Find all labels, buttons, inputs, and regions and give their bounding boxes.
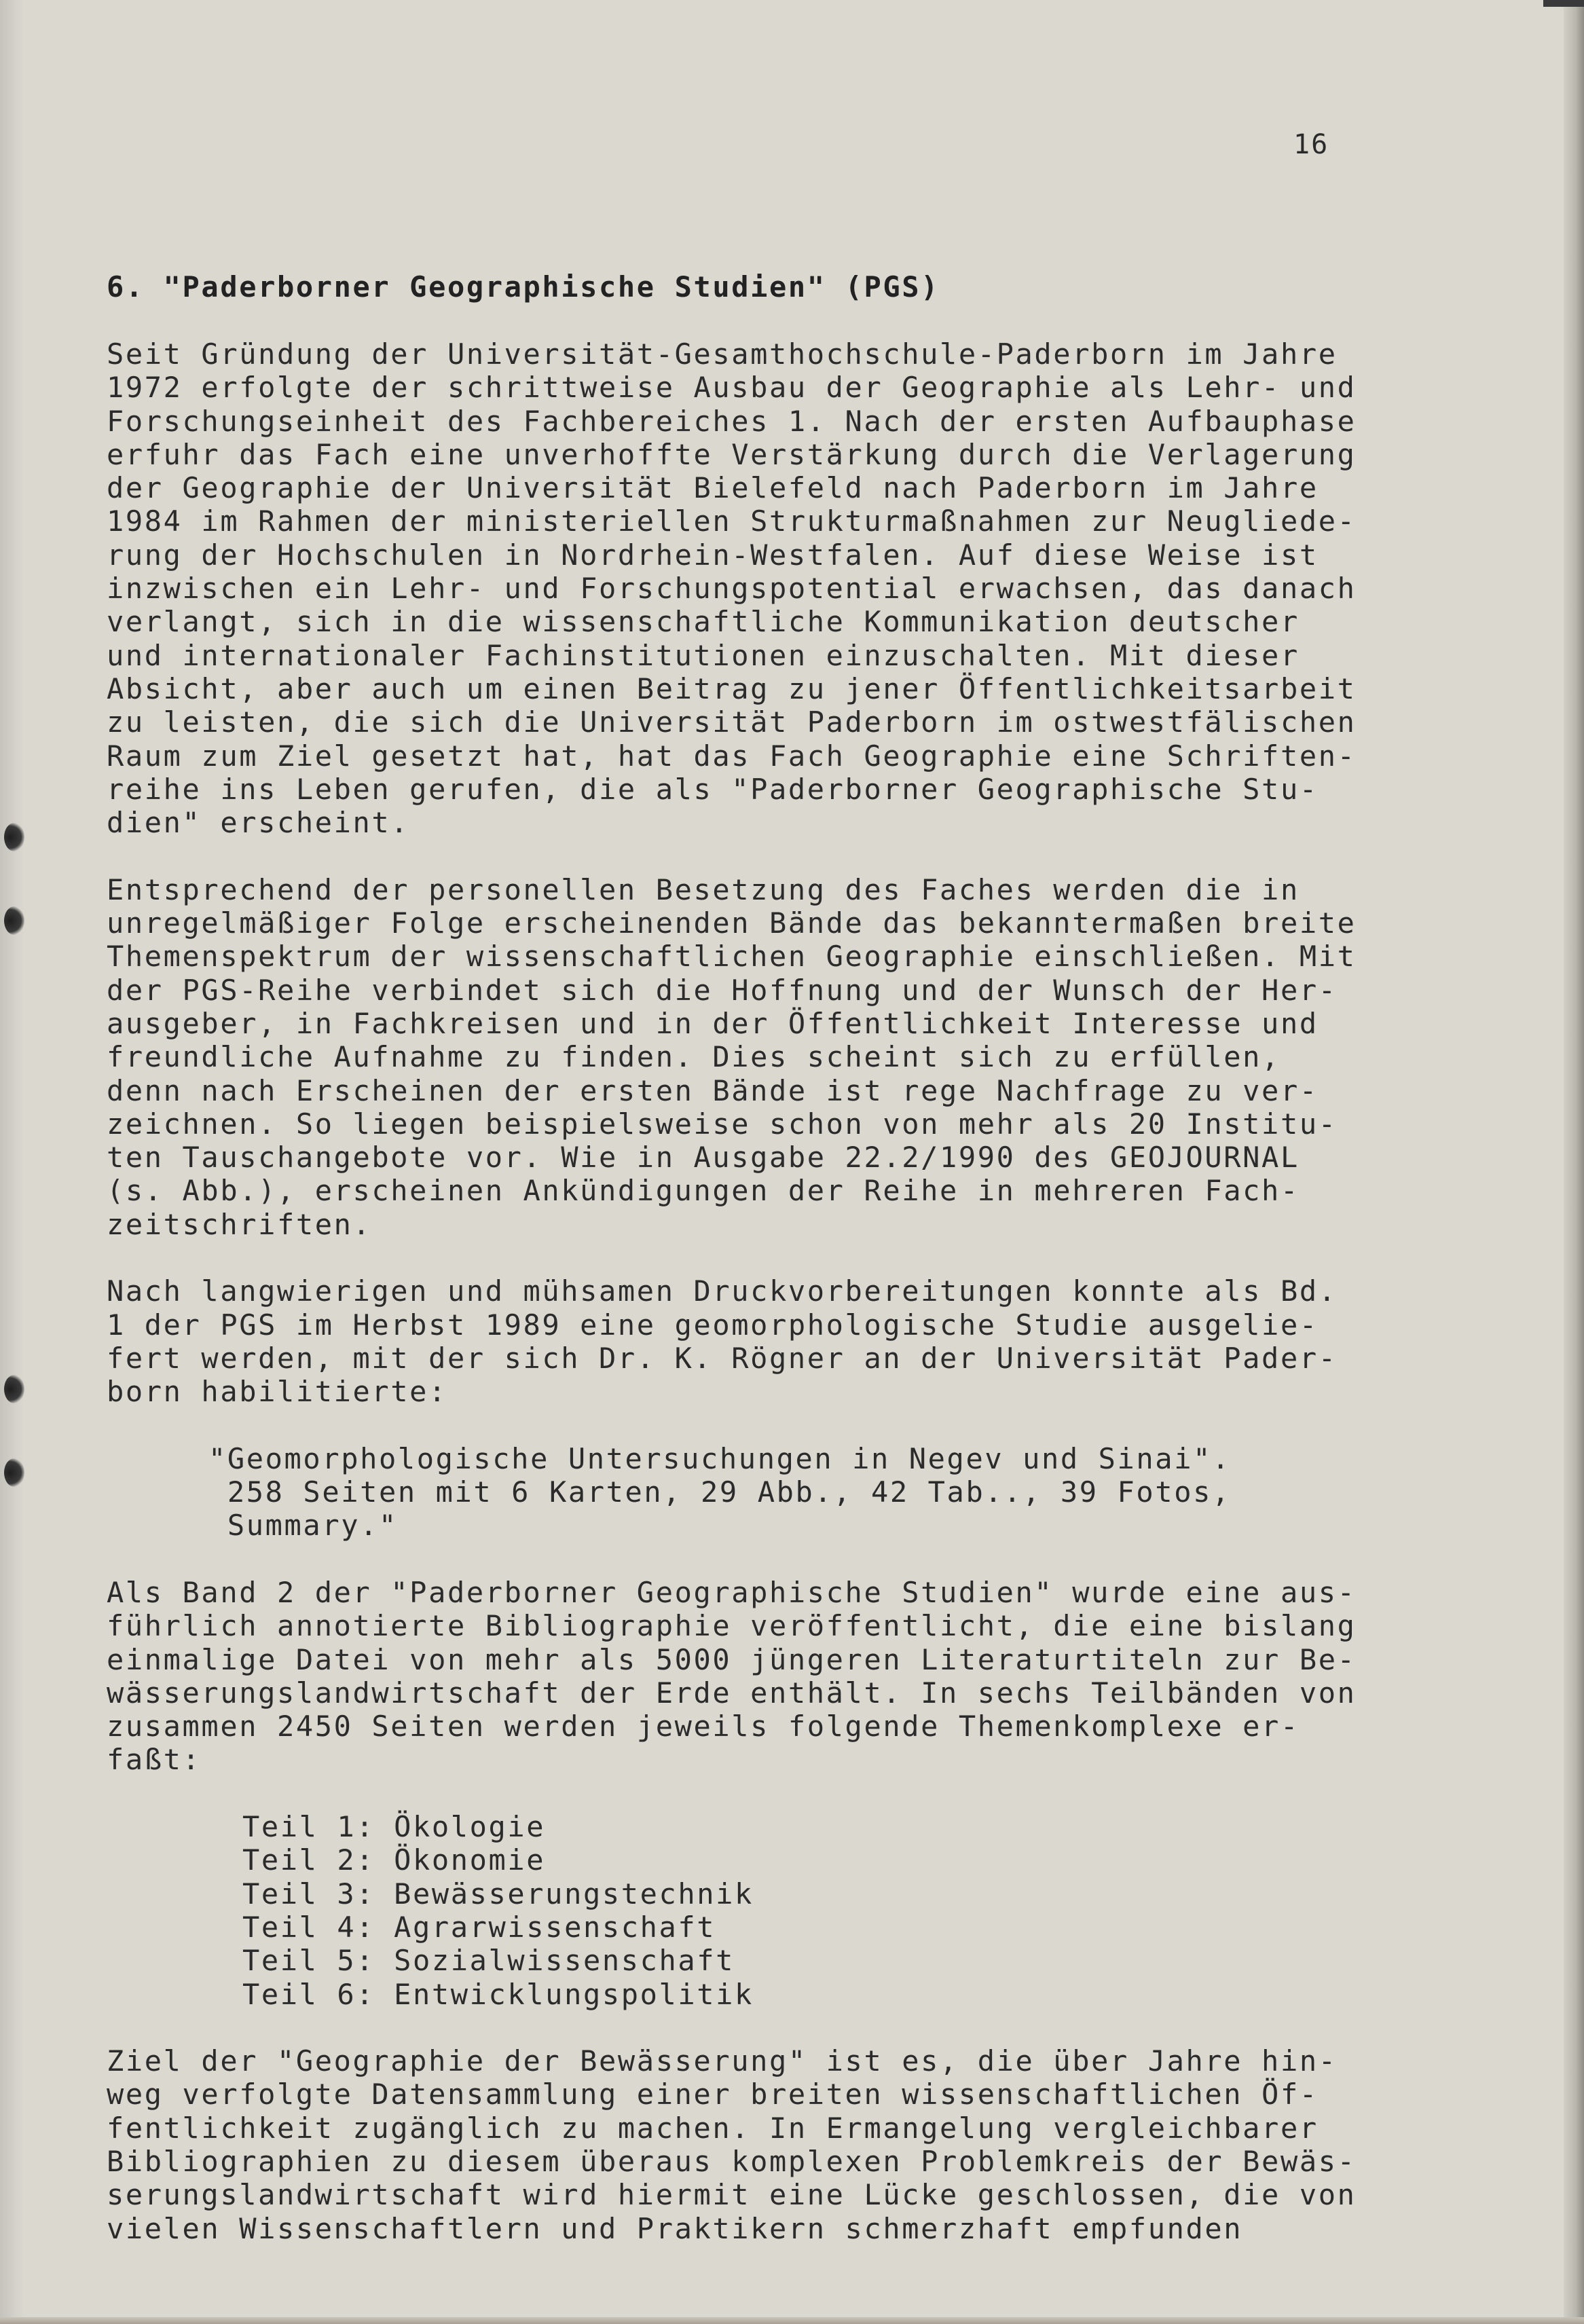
edge-mark — [1543, 0, 1584, 7]
text-line: born habilitierte: — [107, 1375, 447, 1409]
text-line: "Geomorphologische Untersuchungen in Negev und Sinai". — [208, 1441, 1231, 1475]
page-edge — [1564, 0, 1584, 2324]
bottom-edge — [0, 2317, 1584, 2324]
text-line: dien" erscheint. — [107, 806, 410, 840]
page-number: 16 — [1293, 129, 1329, 160]
text-line: Seit Gründung der Universität-Gesamthochschule-Paderborn im Jahre — [107, 337, 1338, 371]
punch-hole — [4, 1375, 24, 1403]
text-line: inzwischen ein Lehr- und Forschungspotential erwachsen, das danach — [107, 572, 1357, 606]
text-line: wässerungslandwirtschaft der Erde enthält. In sechs Teilbänden von — [107, 1676, 1357, 1710]
list-item: Teil 1: Ökologie — [242, 1810, 546, 1844]
text-line: zu leisten, die sich die Universität Paderborn im ostwestfälischen — [107, 705, 1357, 739]
text-line: Ziel der "Geographie der Bewässerung" ist es, die über Jahre hin- — [107, 2044, 1338, 2078]
paragraph-themes — [107, 873, 1465, 1241]
text-line: Forschungseinheit des Fachbereiches 1. Nach der ersten Aufbauphase — [107, 404, 1357, 438]
text-line: Nach langwierigen und mühsamen Druckvorbereitungen konnte als Bd. — [107, 1274, 1338, 1308]
list-item: Teil 2: Ökonomie — [242, 1843, 546, 1877]
text-line: erfuhr das Fach eine unverhoffte Verstärkung durch die Verlagerung — [107, 437, 1357, 471]
text-line: serungslandwirtschaft wird hiermit eine Lücke geschlossen, die von — [107, 2178, 1357, 2212]
text-line: 258 Seiten mit 6 Karten, 29 Abb., 42 Tab.., 39 Fotos, — [208, 1475, 1231, 1509]
punch-hole — [4, 823, 24, 851]
paragraph-final — [107, 2044, 1465, 2245]
text-line: zusammen 2450 Seiten werden jeweils folgende Themenkomplexe er- — [107, 1710, 1300, 1744]
punch-hole — [4, 1458, 24, 1487]
text-line: Entsprechend der personellen Besetzung des Faches werden die in — [107, 872, 1300, 906]
text-line: Raum zum Ziel gesetzt hat, hat das Fach Geographie eine Schriften- — [107, 739, 1357, 773]
text-line: verlangt, sich in die wissenschaftliche Kommunikation deutscher — [107, 605, 1300, 639]
list-item: Teil 3: Bewässerungstechnik — [242, 1877, 754, 1911]
text-line: unregelmäßiger Folge erscheinenden Bände das bekanntermaßen breite — [107, 906, 1357, 940]
text-line: Bibliographien zu diesem überaus komplexen Problemkreis der Bewäs- — [107, 2145, 1357, 2179]
text-line: 1972 erfolgte der schrittweise Ausbau der Geographie als Lehr- und — [107, 371, 1357, 405]
parts-list — [242, 1810, 1465, 2011]
text-line: 1984 im Rahmen der ministeriellen Strukturmaßnahmen zur Neugliede- — [107, 504, 1357, 538]
text-line: Absicht, aber auch um einen Beitrag zu jener Öffentlichkeitsarbeit — [107, 671, 1357, 705]
paragraph-band2 — [107, 1576, 1465, 1777]
list-item: Teil 6: Entwicklungspolitik — [242, 1977, 754, 2011]
text-line: rung der Hochschulen in Nordrhein-Westfalen. Auf diese Weise ist — [107, 538, 1319, 572]
text-line: führlich annotierte Bibliographie veröffentlicht, die eine bislang — [107, 1609, 1357, 1643]
paragraph-band1 — [107, 1274, 1465, 1408]
punch-hole — [4, 906, 24, 935]
text-line: faßt: — [107, 1743, 202, 1777]
section-heading: 6. "Paderborner Geographische Studien" (PGS) — [107, 270, 940, 303]
list-item: Teil 5: Sozialwissenschaft — [242, 1944, 735, 1978]
paragraph-intro — [107, 337, 1465, 839]
binding-strip — [0, 0, 24, 2324]
text-line: fert werden, mit der sich Dr. K. Rögner an der Universität Pader- — [107, 1341, 1338, 1375]
text-line: fentlichkeit zugänglich zu machen. In Ermangelung vergleichbarer — [107, 2111, 1319, 2145]
text-line: einmalige Datei von mehr als 5000 jüngeren Literaturtiteln zur Be- — [107, 1642, 1357, 1676]
text-line: freundliche Aufnahme zu finden. Dies scheint sich zu erfüllen, — [107, 1040, 1281, 1074]
text-line: ausgeber, in Fachkreisen und in der Öffentlichkeit Interesse und — [107, 1006, 1319, 1040]
text-line: Als Band 2 der "Paderborner Geographische Studien" wurde eine aus- — [107, 1575, 1357, 1609]
citation-block — [208, 1442, 1465, 1543]
text-line: zeitschriften. — [107, 1207, 372, 1241]
page-content — [107, 270, 1465, 2279]
text-line: zeichnen. So liegen beispielsweise schon von mehr als 20 Institu- — [107, 1107, 1338, 1141]
text-line: vielen Wissenschaftlern und Praktikern schmerzhaft empfunden — [107, 2211, 1243, 2245]
text-line: (s. Abb.), erscheinen Ankündigungen der Reihe in mehreren Fach- — [107, 1174, 1300, 1208]
text-line: der PGS-Reihe verbindet sich die Hoffnung und der Wunsch der Her- — [107, 973, 1338, 1007]
text-line: Summary." — [208, 1509, 398, 1543]
text-line: ten Tauschangebote vor. Wie in Ausgabe 22.2/1990 des GEOJOURNAL — [107, 1141, 1300, 1175]
text-line: und internationaler Fachinstitutionen einzuschalten. Mit dieser — [107, 638, 1300, 672]
text-line: der Geographie der Universität Bielefeld nach Paderborn im Jahre — [107, 471, 1319, 505]
list-item: Teil 4: Agrarwissenschaft — [242, 1910, 716, 1944]
text-line: denn nach Erscheinen der ersten Bände ist rege Nachfrage zu ver- — [107, 1073, 1319, 1107]
text-line: reihe ins Leben gerufen, die als "Paderborner Geographische Stu- — [107, 772, 1319, 806]
text-line: weg verfolgte Datensammlung einer breiten wissenschaftlichen Öf- — [107, 2078, 1319, 2111]
text-line: 1 der PGS im Herbst 1989 eine geomorphologische Studie ausgelie- — [107, 1308, 1319, 1342]
text-line: Themenspektrum der wissenschaftlichen Geographie einschließen. Mit — [107, 940, 1357, 974]
